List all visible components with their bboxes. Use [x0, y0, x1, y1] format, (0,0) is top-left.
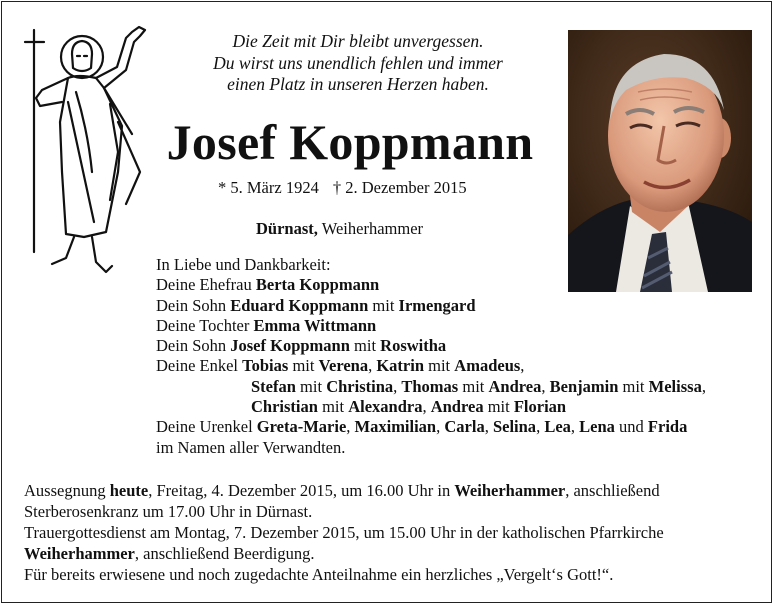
residence — [256, 219, 423, 239]
blessing-line: Aussegnung heute, Freitag, 4. Dezember 2015, um 16.00 Uhr in Weiherhammer, anschließend — [24, 481, 660, 500]
list-item: Deine Tochter Emma Wittmann — [156, 315, 377, 335]
burial-line: Weiherhammer, anschließend Beerdigung. — [24, 543, 315, 563]
service-line: Trauergottesdienst am Montag, 7. Dezember 2015, um 15.00 Uhr in der katholischen Pfarrkirche — [24, 523, 664, 542]
list-item: Dein Sohn Josef Koppmann mit Roswitha — [156, 336, 447, 356]
quote-line: Die Zeit mit Dir bleibt unvergessen. — [232, 31, 484, 51]
memorial-quote — [178, 31, 538, 96]
quote-line: einen Platz in unseren Herzen haben. — [227, 74, 489, 94]
risen-christ-illustration — [22, 22, 152, 277]
portrait-photo — [568, 30, 752, 292]
list-item: Deine Urenkel Greta-Marie, Maximilian, Carla, Selina, Lea, Lena und Frida — [156, 417, 688, 437]
mourners-intro: In Liebe und Dankbarkeit: — [156, 255, 331, 274]
list-item: Deine Ehefrau Berta Koppmann — [156, 275, 380, 295]
list-item: Christian mit Alexandra, Andrea mit Florian — [251, 397, 567, 417]
mourners-list — [156, 255, 706, 458]
list-item: Dein Sohn Eduard Koppmann mit Irmengard — [156, 295, 476, 315]
death-date: † 2. Dezember 2015 — [332, 178, 467, 197]
list-item: Deine Enkel Tobias mit Verena, Katrin mit Amadeus, — [156, 356, 525, 376]
mourners-closing: im Namen aller Verwandten. — [156, 437, 346, 457]
rosary-line: Sterberosenkranz um 17.00 Uhr in Dürnast. — [24, 501, 313, 521]
funeral-details — [24, 481, 664, 586]
thanks-line: Für bereits erwiesene und noch zugedachte Anteilnahme ein herzliches „Vergelt‘s Gott!“. — [24, 565, 614, 584]
residence-municipality: Weiherhammer — [317, 219, 424, 238]
deceased-name: Josef Koppmann — [166, 114, 534, 170]
residence-town: Dürnast, — [256, 219, 318, 238]
quote-line: Du wirst uns unendlich fehlen und immer — [213, 52, 503, 73]
list-item: Stefan mit Christina, Thomas mit Andrea, Benjamin mit Melissa, — [251, 376, 706, 396]
birth-date: * 5. März 1924 — [218, 178, 319, 197]
life-dates — [218, 178, 467, 198]
